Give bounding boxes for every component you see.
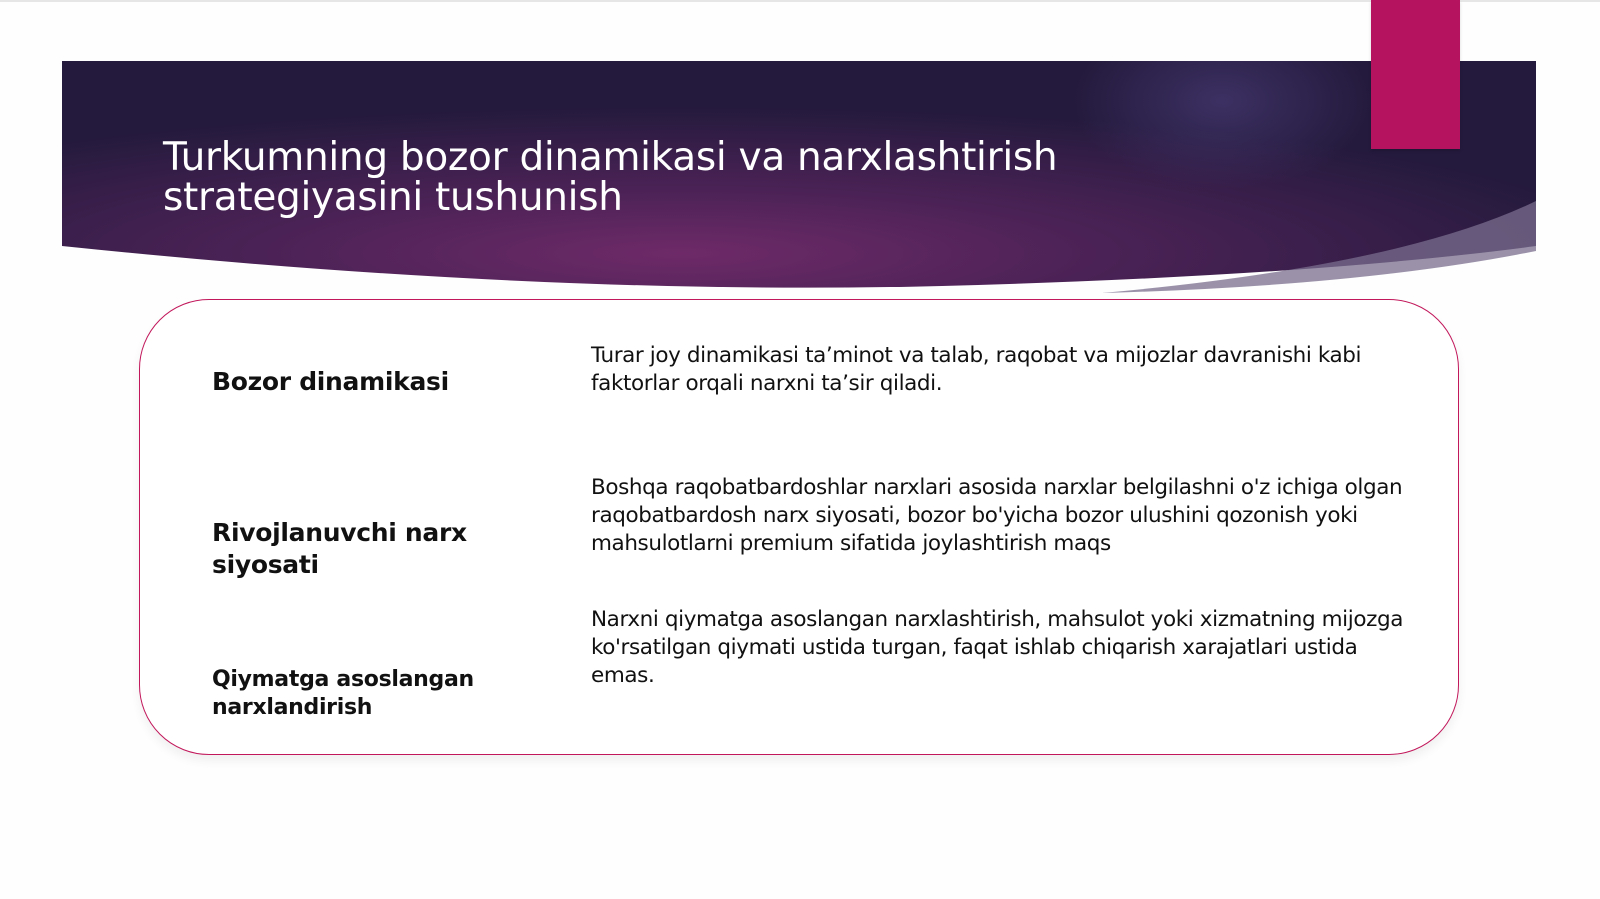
- description-market-dynamics: Turar joy dinamikasi ta’minot va talab, raqobat va mijozlar davranishi kabi faktorlar orqali narxni ta’sir qiladi.: [591, 343, 1362, 396]
- description-value-based-pricing: Narxni qiymatga asoslangan narxlashtirish, mahsulot yoki xizmatning mijozga ko'rsatilgan qiymati ustida turgan, faqat ishlab chiqarish xarajatlari ustida emas.: [591, 607, 1403, 688]
- description-pricing-policy: Boshqa raqobatbardoshlar narxlari asosida narxlar belgilashni o'z ichiga olgan raqobatbardosh narx siyosati, bozor bo'yicha bozor ulushini qozonish yoki mahsulotlarni premium sifatida joylashtirish maqs: [591, 475, 1403, 556]
- term-market-dynamics: Bozor dinamikasi: [212, 367, 449, 396]
- accent-tab: [1371, 0, 1460, 149]
- top-divider: [0, 0, 1600, 2]
- term-value-based-pricing: Qiymatga asoslangan narxlandirish: [212, 667, 474, 720]
- term-pricing-policy: Rivojlanuvchi narx siyosati: [212, 518, 467, 579]
- slide-title: Turkumning bozor dinamikasi va narxlashtirish strategiyasini tushunish: [163, 135, 1058, 220]
